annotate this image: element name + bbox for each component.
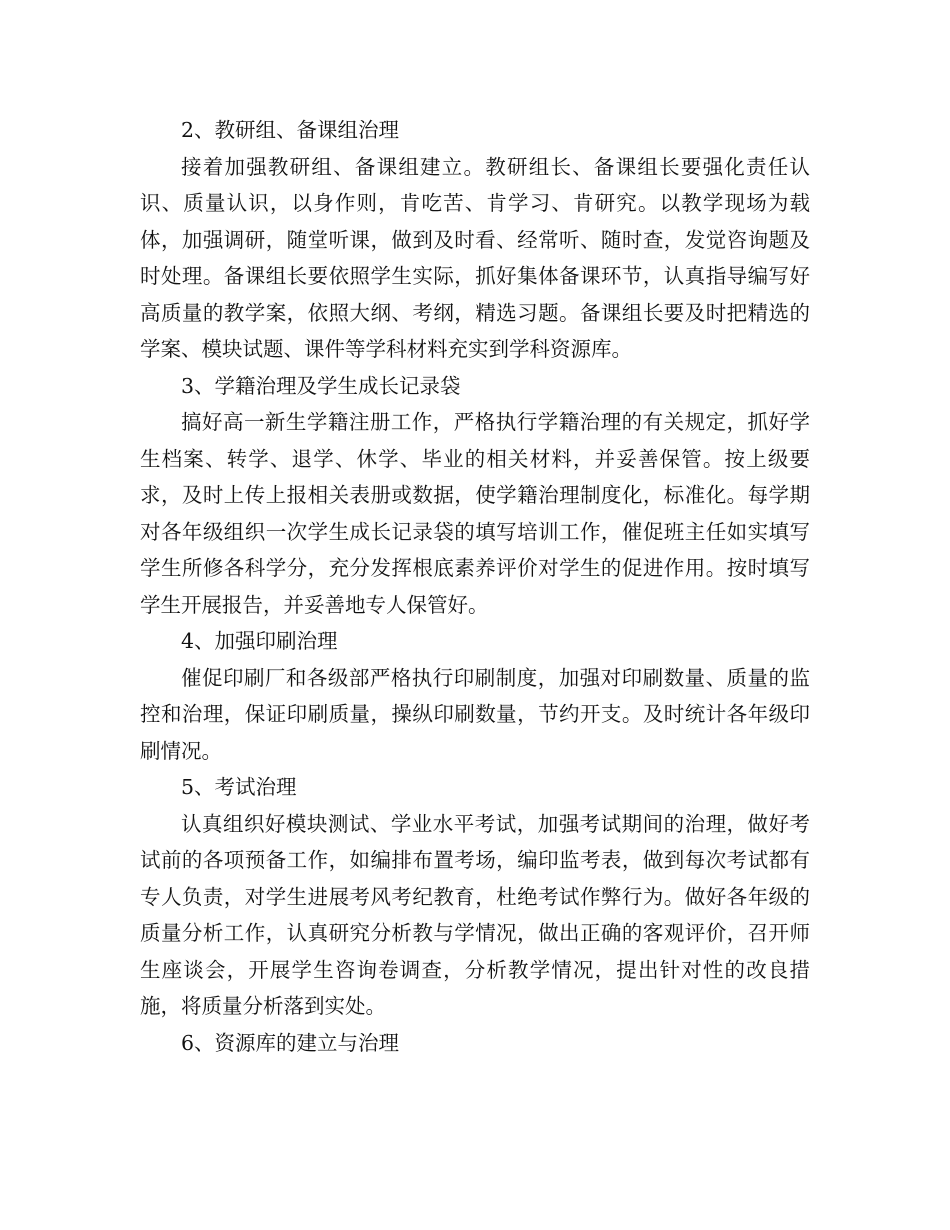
document-body bbox=[140, 112, 810, 1061]
section-heading-6: 6、资源库的建立与治理 bbox=[181, 1030, 400, 1055]
section-heading-2: 2、教研组、备课组治理 bbox=[181, 118, 400, 142]
section-heading-4: 4、加强印刷治理 bbox=[181, 629, 338, 653]
section-heading-3: 3、学籍治理及学生成长记录袋 bbox=[181, 373, 461, 398]
section-heading-5: 5、考试治理 bbox=[181, 775, 297, 799]
section-paragraph-2: 接着加强教研组、备课组建立。教研组长、备课组长要强化责任认识、质量认识，以身作则，肯吃苦、肯学习、肯研究。以教学现场为载体，加强调研，随堂听课，做到及时看、经常听、随时查，发觉咨询题及时处理。备课组长要依照学生实际，抓好集体备课环节，认真指导编写好高质量的教学案，依照大纲、考纲，精选习题。备课组长要及时把精选的学案、模块试题、课件等学科材料充实到学科资源库。 bbox=[140, 154, 810, 361]
section-paragraph-5: 认真组织好模块测试、学业水平考试，加强考试期间的治理，做好考试前的各项预备工作，如编排布置考场，编印监考表，做到每次考试都有专人负责，对学生进展考风考纪教育，杜绝考试作弊行为。做好各年级的质量分析工作，认真研究分析教与学情况，做出正确的客观评价，召开师生座谈会，开展学生咨询卷调查，分析教学情况，提出针对性的改良措施，将质量分析落到实处。 bbox=[140, 811, 810, 1018]
section-paragraph-4: 催促印刷厂和各级部严格执行印刷制度，加强对印刷数量、质量的监控和治理，保证印刷质量，操纵印刷数量，节约开支。及时统计各年级印刷情况。 bbox=[140, 665, 810, 763]
section-paragraph-3: 搞好高一新生学籍注册工作，严格执行学籍治理的有关规定，抓好学生档案、转学、退学、休学、毕业的相关材料，并妥善保管。按上级要求，及时上传上报相关表册或数据，使学籍治理制度化，标准化。每学期对各年级组织一次学生成长记录袋的填写培训工作，催促班主任如实填写学生所修各科学分，充分发挥根底素养评价对学生的促进作用。按时填写学生开展报告，并妥善地专人保管好。 bbox=[140, 410, 810, 617]
